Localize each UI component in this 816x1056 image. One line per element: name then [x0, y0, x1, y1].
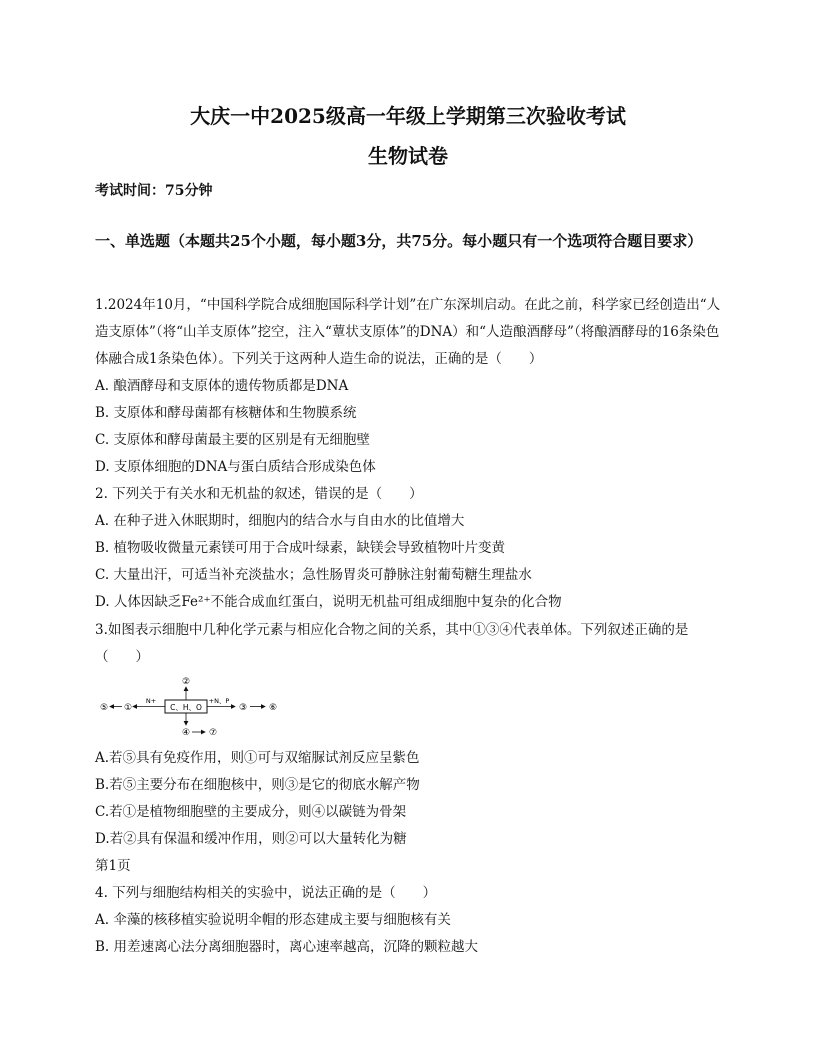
question-2-option-b: B. 植物吸收微量元素镁可用于合成叶绿素，缺镁会导致植物叶片变黄 — [95, 540, 506, 556]
exam-subtitle: 生物试卷 — [368, 144, 448, 168]
node-6: ⑥ — [268, 703, 278, 713]
question-3-option-b: B.若⑤主要分布在细胞核中，则③是它的彻底水解产物 — [95, 777, 420, 793]
question-1-option-c: C. 支原体和酵母菌最主要的区别是有无细胞壁 — [95, 432, 370, 448]
node-1: ① — [123, 703, 133, 713]
question-2-option-c: C. 大量出汗，可适当补充淡盐水；急性肠胃炎可静脉注射葡萄糖生理盐水 — [95, 567, 532, 583]
page-number: 第1页 — [95, 858, 131, 874]
question-3-option-a: A.若⑤具有免疫作用，则①可与双缩脲试剂反应呈紫色 — [95, 750, 420, 766]
question-4-stem: 4. 下列与细胞结构相关的实验中，说法正确的是（ ） — [95, 885, 437, 901]
question-3-option-c: C.若①是植物细胞壁的主要成分，则④以碳链为骨架 — [95, 804, 407, 820]
question-3-option-d: D.若②具有保温和缓冲作用，则②可以大量转化为糖 — [95, 831, 407, 847]
question-4-option-b: B. 用差速离心法分离细胞器时，离心速率越高，沉降的颗粒越大 — [95, 939, 479, 955]
question-1-option-b: B. 支原体和酵母菌都有核糖体和生物膜系统 — [95, 405, 357, 421]
exam-title: 大庆一中2025级高一年级上学期第三次验收考试 — [190, 104, 626, 128]
exam-time: 考试时间：75分钟 — [95, 183, 213, 199]
node-5: ⑤ — [99, 703, 109, 713]
node-7: ⑦ — [208, 728, 218, 738]
center-label: C、H、O — [170, 703, 202, 712]
question-1-option-d: D. 支原体细胞的DNA与蛋白质结合形成染色体 — [95, 459, 376, 475]
question-2-stem: 2. 下列关于有关水和无机盐的叙述，错误的是（ ） — [95, 486, 423, 502]
question-1-option-a: A. 酿酒酵母和支原体的遗传物质都是DNA — [95, 378, 349, 394]
element-compound-diagram — [95, 673, 285, 743]
right-label: +N、P — [208, 697, 230, 705]
question-3-stem: 3.如图表示细胞中几种化学元素与相应化合物之间的关系，其中①③④代表单体。下列叙述正确的是（ ） — [95, 622, 689, 665]
question-4-option-a: A. 伞藻的核移植实验说明伞帽的形态建成主要与细胞核有关 — [95, 912, 451, 928]
question-1-stem: 1.2024年10月，“中国科学院合成细胞国际科学计划”在广东深圳启动。在此之前，科学家已经创造出“人造支原体”（将“山羊支原体”挖空，注入“蕈状支原体”的DNA）和“人造酿酒酵母”（将酿酒酵母的16条染色体融合成1条染色体）。下列关于这两种人造生命的说法，正确的是（ ） — [95, 297, 721, 367]
question-2-option-d: D. 人体因缺乏Fe²⁺不能合成血红蛋白，说明无机盐可组成细胞中复杂的化合物 — [95, 594, 562, 610]
node-2: ② — [181, 677, 191, 687]
left-label: N+ — [145, 697, 157, 705]
node-3: ③ — [238, 703, 248, 713]
node-4: ④ — [181, 728, 191, 738]
question-2-option-a: A. 在种子进入休眠期时，细胞内的结合水与自由水的比值增大 — [95, 513, 465, 529]
section-heading: 一、单选题（本题共25个小题，每小题3分，共75分。每小题只有一个选项符合题目要求） — [95, 232, 703, 250]
